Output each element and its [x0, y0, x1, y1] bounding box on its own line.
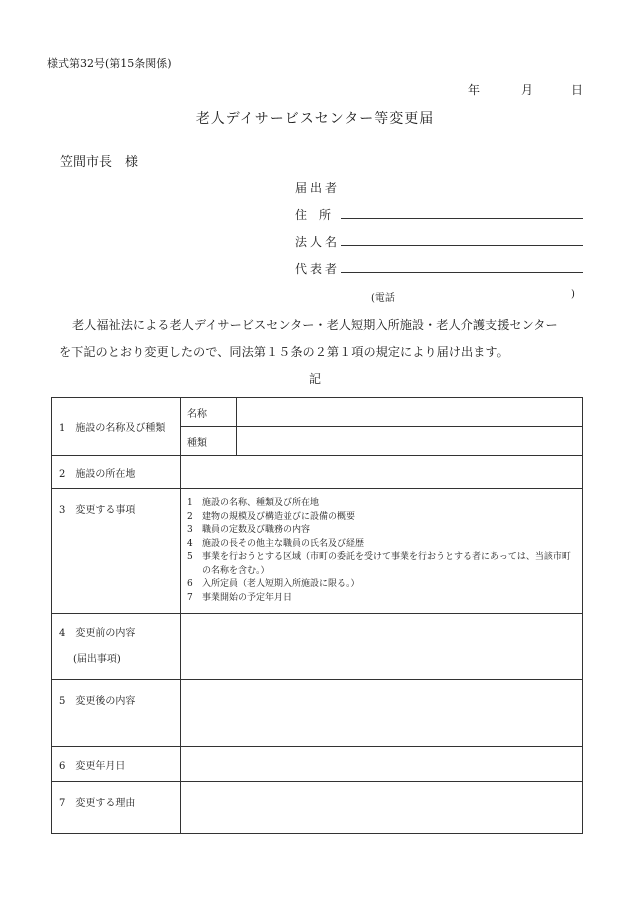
corporation-field-line[interactable]: [341, 245, 583, 246]
table-row-location: [52, 456, 583, 489]
list-item: 1 施設の名称、種類及び所在地: [187, 498, 320, 508]
phone-close-paren: ): [571, 289, 575, 300]
addressee: 笠間市長 様: [60, 155, 139, 170]
change-date-input-cell[interactable]: [181, 747, 583, 782]
before-content-label: 4 変更前の内容: [59, 627, 136, 639]
list-item: 7 事業開始の予定年月日: [187, 592, 293, 603]
table-row-before-content: [52, 614, 583, 680]
representative-field-line[interactable]: [341, 272, 583, 273]
before-content-label-cell: [52, 614, 181, 680]
address-label: 住 所: [295, 208, 332, 222]
body-text-line-1: 老人福祉法による老人デイサービスセンター・老人短期入所施設・老人介護支援センター: [72, 318, 558, 332]
facility-name-type-label: 1 施設の名称及び種類: [52, 398, 181, 456]
representative-label: 代表者: [295, 262, 341, 276]
change-reason-label: 7 変更する理由: [52, 782, 181, 834]
after-content-label: 5 変更後の内容: [52, 680, 181, 747]
body-text-line-2: を下記のとおり変更したので、同法第１５条の２第１項の規定により届け出ます。: [59, 345, 509, 359]
document-title: 老人デイサービスセンター等変更届: [195, 111, 435, 127]
changed-items-list: [181, 489, 583, 614]
form-number: 様式第32号(第15条関係): [47, 57, 172, 70]
phone-label: (電話: [371, 293, 395, 304]
location-label: 2 施設の所在地: [52, 456, 181, 489]
type-label: 種類: [181, 427, 237, 456]
name-input-cell[interactable]: [237, 398, 583, 427]
before-content-input-cell[interactable]: [181, 614, 583, 680]
list-item: 2 建物の規模及び構造並びに設備の概要: [187, 511, 356, 522]
ki-heading: 記: [308, 372, 321, 386]
table-row-change-reason: [52, 782, 583, 834]
changed-items-label: 3 変更する事項: [52, 489, 181, 614]
change-date-label: 6 変更年月日: [52, 747, 181, 782]
list-item: 3 職員の定数及び職務の内容: [187, 525, 311, 535]
address-field-line[interactable]: [341, 218, 583, 219]
table-row-change-date: [52, 747, 583, 782]
list-item: 5 事業を行おうとする区域（市町の委託を受けて事業を行おうとする者にあっては、当該市町の名称を含む。）: [187, 552, 571, 576]
location-input-cell[interactable]: [181, 456, 583, 489]
change-reason-input-cell[interactable]: [181, 782, 583, 834]
after-content-input-cell[interactable]: [181, 680, 583, 747]
notifier-heading: 届出者: [295, 181, 341, 195]
date-day-label: 日: [571, 83, 584, 97]
before-content-sublabel: (届出事項): [73, 653, 121, 665]
corporation-label: 法人名: [295, 235, 341, 249]
list-item: 6 入所定員（老人短期入所施設に限る。）: [187, 579, 360, 589]
table-row-changed-items: [52, 489, 583, 614]
type-input-cell[interactable]: [237, 427, 583, 456]
table-row-after-content: [52, 680, 583, 747]
name-label: 名称: [181, 398, 237, 427]
details-table: [51, 397, 583, 834]
date-year-label: 年: [468, 83, 481, 97]
list-item: 4 施設の長その他主な職員の氏名及び経歴: [187, 538, 365, 549]
table-row-facility-name: [52, 398, 583, 427]
date-month-label: 月: [521, 83, 534, 97]
